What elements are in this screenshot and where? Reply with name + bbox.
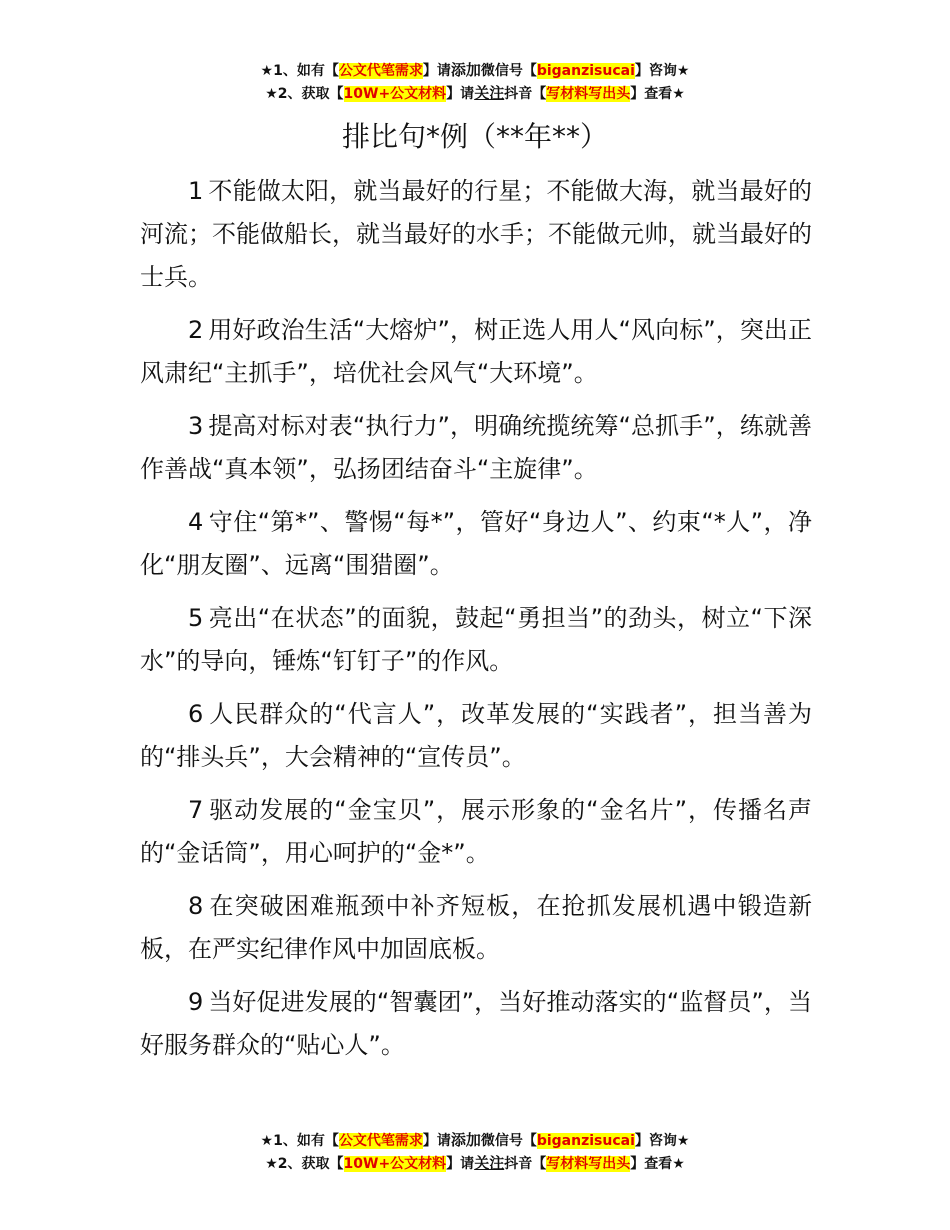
paragraph-text: 提高对标对表“执行力”，明确统揽统筹“总抓手”，练就善作善战“真本领”，弘扬团结奋斗“主旋律”。 [140, 412, 812, 483]
paragraph-4 [140, 501, 812, 587]
promo-text: 】请 [422, 1133, 451, 1149]
promo-wechat-id: biganzisucai [536, 1133, 635, 1149]
promo-text: 】查看★ [630, 86, 685, 102]
promo-emphasis: 关注 [474, 1154, 505, 1172]
promo-text: ★2、获取【 [265, 86, 344, 102]
paragraph-number: 8 [188, 892, 204, 920]
promo-text: 】查看★ [630, 1156, 685, 1172]
paragraph-6 [140, 693, 812, 779]
paragraph-number: 3 [188, 412, 204, 440]
promo-douyin-id: 写材料写出头 [546, 1156, 631, 1172]
paragraph-3 [140, 405, 812, 491]
promo-text: 微信号【 [480, 63, 537, 79]
promo-text: 抖音【 [504, 1156, 547, 1172]
promo-text: 】请 [422, 63, 451, 79]
paragraph-text: 不能做太阳，就当最好的行星；不能做大海，就当最好的河流；不能做船长，就当最好的水手；不能做元帅，就当最好的士兵。 [140, 177, 812, 291]
promo-line-2 [0, 82, 950, 105]
promo-emphasis: 添加 [450, 1131, 481, 1149]
promo-text: 微信号【 [480, 1133, 537, 1149]
promo-emphasis: 添加 [450, 61, 481, 79]
paragraph-text: 驱动发展的“金宝贝”，展示形象的“金名片”，传播名声的“金话筒”，用心呵护的“金*”。 [140, 796, 812, 867]
paragraph-text: 在突破困难瓶颈中补齐短板，在抢抓发展机遇中锻造新板，在严实纪律作风中加固底板。 [140, 892, 812, 963]
promo-highlight: 公文代笔需求 [338, 1133, 423, 1149]
paragraph-number: 9 [188, 988, 204, 1016]
promo-text: 抖音【 [504, 86, 547, 102]
promo-highlight: 10W+公文材料 [343, 86, 447, 102]
promo-line-1 [0, 1129, 950, 1152]
paragraph-5 [140, 597, 812, 683]
document-title: 排比句*例（**年**） [341, 120, 608, 153]
paragraph-9 [140, 981, 812, 1067]
promo-line-2 [0, 1152, 950, 1175]
paragraph-number: 7 [188, 796, 204, 824]
paragraph-8 [140, 885, 812, 971]
header-promo-banner [0, 59, 950, 105]
paragraph-text: 用好政治生活“大熔炉”，树正选人用人“风向标”，突出正风肃纪“主抓手”，培优社会风气“大环境”。 [140, 316, 812, 387]
paragraph-number: 1 [188, 177, 204, 205]
promo-text: ★1、如有【 [260, 63, 339, 79]
promo-douyin-id: 写材料写出头 [546, 86, 631, 102]
promo-wechat-id: biganzisucai [536, 63, 635, 79]
document-body [140, 170, 812, 1077]
promo-text: 】咨询★ [634, 1133, 690, 1149]
promo-text: 】请 [446, 86, 475, 102]
promo-line-1 [0, 59, 950, 82]
promo-text: 】咨询★ [634, 63, 690, 79]
paragraph-7 [140, 789, 812, 875]
paragraph-2 [140, 309, 812, 395]
paragraph-number: 5 [188, 604, 204, 632]
paragraph-number: 2 [188, 316, 204, 344]
paragraph-text: 亮出“在状态”的面貌，鼓起“勇担当”的劲头，树立“下深水”的导向，锤炼“钉钉子”的作风。 [140, 604, 812, 675]
paragraph-number: 6 [188, 700, 204, 728]
paragraph-text: 当好促进发展的“智囊团”，当好推动落实的“监督员”，当好服务群众的“贴心人”。 [140, 988, 812, 1059]
promo-emphasis: 关注 [474, 84, 505, 102]
paragraph-number: 4 [188, 508, 204, 536]
promo-text: 】请 [446, 1156, 475, 1172]
promo-highlight: 10W+公文材料 [343, 1156, 447, 1172]
footer-promo-banner [0, 1129, 950, 1175]
promo-text: ★2、获取【 [265, 1156, 344, 1172]
paragraph-text: 人民群众的“代言人”，改革发展的“实践者”，担当善为的“排头兵”，大会精神的“宣传员”。 [140, 700, 812, 771]
paragraph-1 [140, 170, 812, 299]
promo-text: ★1、如有【 [260, 1133, 339, 1149]
promo-highlight: 公文代笔需求 [338, 63, 423, 79]
paragraph-text: 守住“第*”、警惕“每*”，管好“身边人”、约束“*人”，净化“朋友圈”、远离“围猎圈”。 [140, 508, 812, 579]
